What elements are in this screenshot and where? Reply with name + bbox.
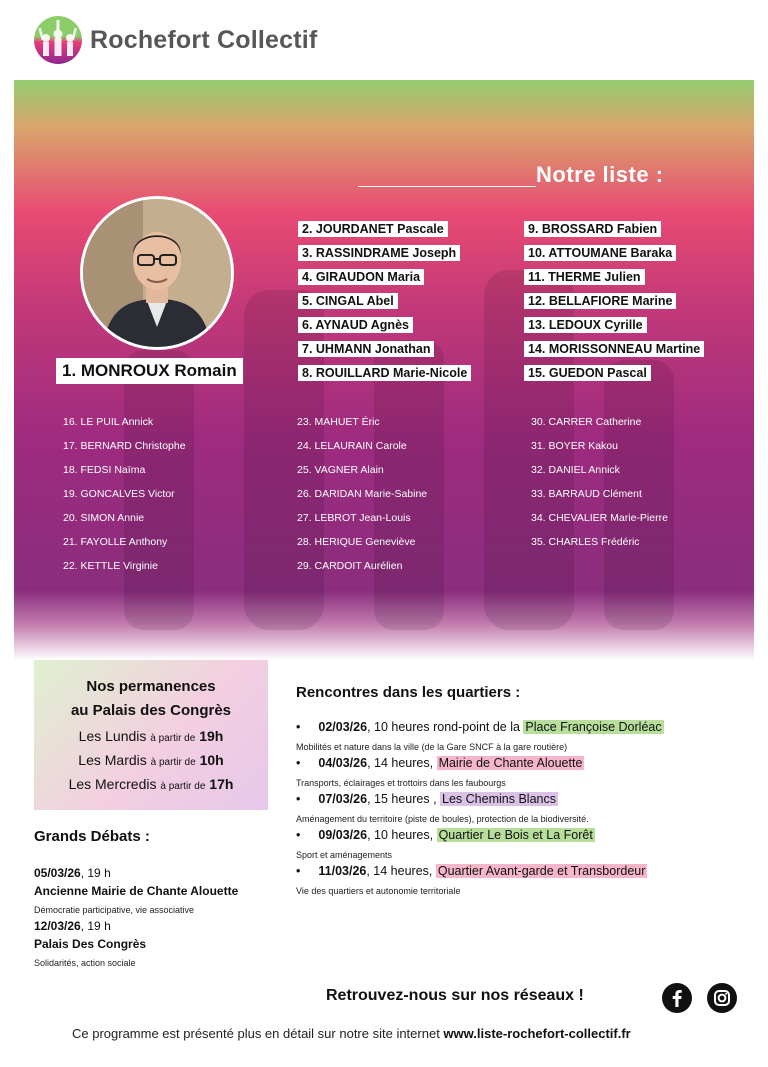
debat-theme: Démocratie participative, vie associative: [34, 905, 195, 915]
candidate-name: 6. AYNAUD Agnès: [298, 317, 413, 333]
rencontre-place: Mairie de Chante Alouette: [438, 756, 583, 770]
debat-date-value: 05/03/26: [34, 866, 81, 880]
permanence-day: Les Mercredis: [68, 776, 157, 792]
list-title: Notre liste :: [536, 162, 664, 187]
candidate-name: 14. MORISSONNEAU Martine: [524, 341, 704, 357]
rencontre-time: , 14 heures,: [366, 864, 436, 878]
rencontre-item: [296, 864, 647, 878]
permanence-day: Les Lundis: [78, 728, 147, 744]
permanence-row: [34, 752, 268, 768]
debat-theme: Solidarités, action sociale: [34, 958, 136, 968]
candidate-name: 9. BROSSARD Fabien: [524, 221, 661, 237]
candidate-name: 25. VAGNER Alain: [297, 464, 384, 476]
rencontre-item: [296, 720, 664, 734]
candidate-name: 17. BERNARD Christophe: [63, 440, 186, 452]
rencontre-time: , 15 heures ,: [367, 792, 441, 806]
debat-date: [34, 919, 111, 933]
candidate-name: 4. GIRAUDON Maria: [298, 269, 424, 285]
rencontre-theme: Vie des quartiers et autonomie territoriale: [296, 886, 461, 896]
instagram-icon[interactable]: [707, 983, 737, 1013]
permanences-title: Nos permanences: [86, 678, 216, 695]
rencontre-time: , 14 heures,: [367, 756, 437, 770]
rencontre-item: [296, 756, 584, 770]
rencontre-place: Quartier Le Bois et La Forêt: [438, 828, 593, 842]
candidate-name: 27. LEBROT Jean-Louis: [297, 512, 411, 524]
candidate-name: 7. UHMANN Jonathan: [298, 341, 434, 357]
candidate-name: 18. FEDSI Naïma: [63, 464, 146, 476]
rencontre-item: [296, 792, 558, 806]
permanence-row: [34, 776, 268, 792]
candidate-name: 3. RASSINDRAME Joseph: [298, 245, 460, 261]
candidate-name: 12. BELLAFIORE Marine: [524, 293, 676, 309]
candidate-name: 23. MAHUET Éric: [297, 416, 380, 428]
debat-time: , 19 h: [80, 866, 111, 880]
permanence-from: à partir de: [160, 781, 206, 792]
candidate-name: 21. FAYOLLE Anthony: [63, 536, 168, 548]
permanence-from: à partir de: [150, 733, 196, 744]
debat-place: Ancienne Mairie de Chante Alouette: [34, 884, 239, 898]
debat-time: , 19 h: [80, 919, 111, 933]
debat-date-value: 12/03/26: [34, 919, 81, 933]
rencontre-theme: Sport et aménagements: [296, 850, 393, 860]
rencontre-place: Place Françoise Dorléac: [525, 720, 662, 734]
candidate-name: 24. LELAURAIN Carole: [297, 440, 407, 452]
candidate-name: 5. CINGAL Abel: [298, 293, 398, 309]
candidate-name: 8. ROUILLARD Marie-Nicole: [298, 365, 471, 381]
candidate-name: 35. CHARLES Frédéric: [531, 536, 640, 548]
candidate-name: 2. JOURDANET Pascale: [298, 221, 448, 237]
candidate-name: 32. DANIEL Annick: [531, 464, 620, 476]
debats-title: Grands Débats :: [34, 828, 150, 845]
rencontre-time: , 10 heures,: [367, 828, 437, 842]
candidate-name: 28. HERIQUE Geneviève: [297, 536, 416, 548]
candidate-name: 19. GONCALVES Victor: [63, 488, 175, 500]
permanence-row: [34, 728, 268, 744]
permanences-box: [34, 660, 268, 810]
brand-title: Rochefort Collectif: [90, 26, 318, 54]
rencontres-title: Rencontres dans les quartiers :: [296, 684, 521, 701]
title-underline: [358, 186, 536, 187]
rencontre-theme: Aménagement du territoire (piste de boules), protection de la biodiversité.: [296, 814, 589, 824]
candidate-name: 22. KETTLE Virginie: [63, 560, 158, 572]
candidate-name: 34. CHEVALIER Marie-Pierre: [531, 512, 668, 524]
rencontre-item: [296, 828, 595, 842]
bullet: •: [296, 792, 301, 806]
bullet: •: [296, 864, 301, 878]
facebook-icon[interactable]: [662, 983, 692, 1013]
permanences-subtitle: au Palais des Congrès: [70, 702, 232, 719]
rencontre-date: 09/03/26: [318, 828, 368, 842]
candidate-name: 10. ATTOUMANE Baraka: [524, 245, 676, 261]
logo: [34, 16, 82, 64]
candidate-name: 29. CARDOIT Aurélien: [297, 560, 403, 572]
permanence-time: 17h: [209, 776, 234, 792]
rencontre-date: 02/03/26: [318, 720, 368, 734]
bullet: •: [296, 828, 301, 842]
permanence-from: à partir de: [150, 757, 196, 768]
head-of-list-name: 1. MONROUX Romain: [56, 358, 243, 384]
candidate-name: 11. THERME Julien: [524, 269, 645, 285]
website-link[interactable]: www.liste-rochefort-collectif.fr: [443, 1026, 631, 1041]
candidate-name: 20. SIMON Annie: [63, 512, 145, 524]
candidate-name: 15. GUEDON Pascal: [524, 365, 651, 381]
rencontre-theme: Transports, éclairages et trottoirs dans les faubourgs: [296, 778, 506, 788]
rencontre-date: 07/03/26: [318, 792, 368, 806]
permanence-day: Les Mardis: [78, 752, 147, 768]
candidate-name: 16. LE PUIL Annick: [63, 416, 154, 428]
rencontre-place: Quartier Avant-garde et Transbordeur: [437, 864, 646, 878]
rencontre-date: 11/03/26: [318, 864, 367, 878]
rencontre-time: , 10 heures rond-point de la: [367, 720, 524, 734]
footer-text: Ce programme est présenté plus en détail sur notre site internet: [72, 1026, 444, 1041]
rencontre-theme: Mobilités et nature dans la ville (de la Gare SNCF à la gare routière): [296, 742, 568, 752]
candidate-name: 33. BARRAUD Clément: [531, 488, 642, 500]
bullet: •: [296, 720, 301, 734]
debat-place: Palais Des Congrès: [34, 937, 147, 951]
candidate-name: 26. DARIDAN Marie-Sabine: [297, 488, 428, 500]
candidate-name: 30. CARRER Catherine: [531, 416, 642, 428]
permanence-time: 19h: [199, 728, 224, 744]
candidate-name: 13. LEDOUX Cyrille: [524, 317, 647, 333]
rencontre-place: Les Chemins Blancs: [442, 792, 556, 806]
debat-date: [34, 866, 111, 880]
social-text: Retrouvez-nous sur nos réseaux !: [326, 987, 584, 1004]
footer: [72, 1026, 631, 1041]
head-of-list-photo: [80, 196, 234, 350]
permanence-time: 10h: [199, 752, 224, 768]
bullet: •: [296, 756, 301, 770]
rencontre-date: 04/03/26: [318, 756, 368, 770]
candidate-name: 31. BOYER Kakou: [531, 440, 618, 452]
